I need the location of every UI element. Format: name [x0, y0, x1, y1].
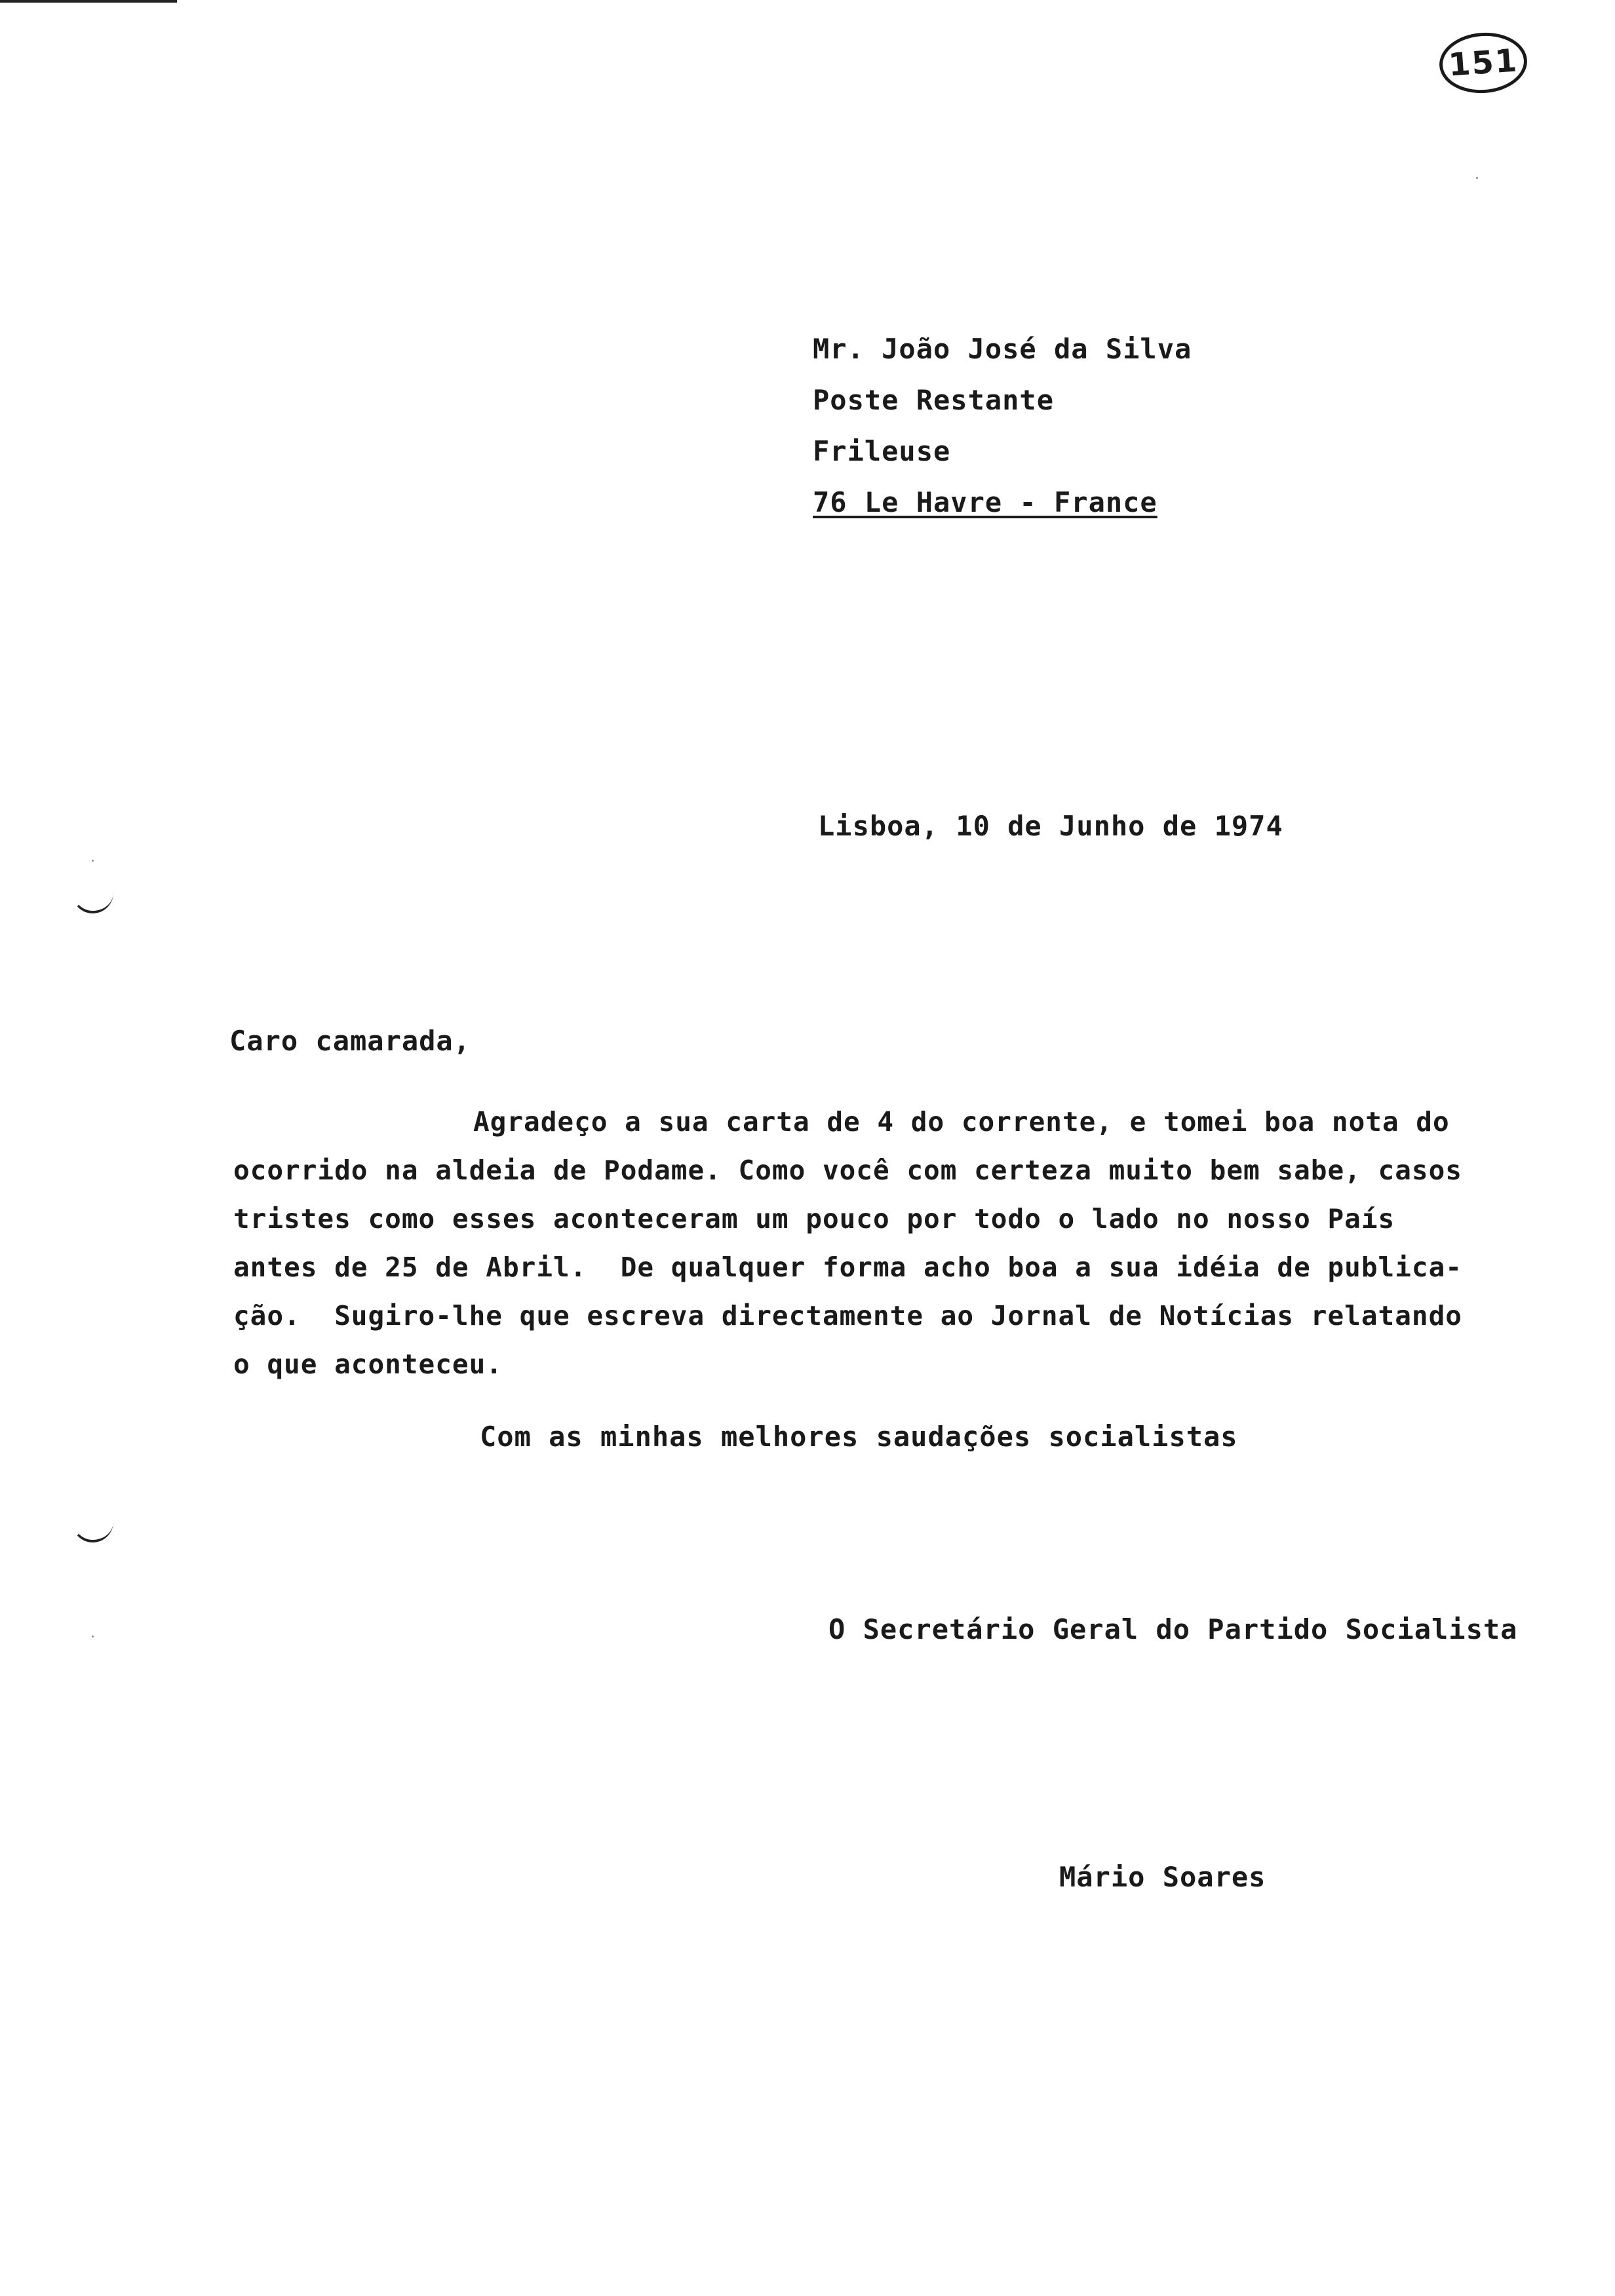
- signatory-title: O Secretário Geral do Partido Socialista: [828, 1613, 1518, 1645]
- address-line-poste: Poste Restante: [813, 384, 1055, 416]
- archive-number-stamp: [1437, 29, 1529, 96]
- address-line-locality: Frileuse: [813, 435, 951, 467]
- paper-speck: [1476, 177, 1478, 179]
- body-line: ocorrido na aldeia de Podame. Como você com certeza muito bem sabe, casos: [233, 1155, 1462, 1186]
- body-line: antes de 25 de Abril. De qualquer forma acho boa a sua idéia de publica-: [233, 1252, 1462, 1283]
- body-line: o que aconteceu.: [233, 1349, 503, 1380]
- body-line: Agradeço a sua carta de 4 do corrente, e tomei boa nota do: [473, 1106, 1450, 1138]
- closing-line: Com as minhas melhores saudações socialistas: [480, 1421, 1238, 1453]
- paper-speck: [92, 860, 94, 862]
- punch-hole-mark: [72, 889, 113, 913]
- body-line: tristes como esses aconteceram um pouco por todo o lado no nosso País: [233, 1203, 1395, 1234]
- top-edge-rule: [0, 0, 177, 3]
- address-line-name: Mr. João José da Silva: [813, 333, 1192, 365]
- salutation: Caro camarada,: [229, 1025, 471, 1057]
- signatory-name: Mário Soares: [1059, 1861, 1266, 1893]
- punch-hole-mark: [72, 1518, 113, 1542]
- archive-number: 151: [1447, 42, 1519, 84]
- dateline: Lisboa, 10 de Junho de 1974: [818, 810, 1283, 842]
- address-line-city: 76 Le Havre - France: [813, 486, 1158, 518]
- body-line: ção. Sugiro-lhe que escreva directamente ao Jornal de Notícias relatando: [233, 1300, 1462, 1331]
- paper-speck: [92, 1636, 94, 1637]
